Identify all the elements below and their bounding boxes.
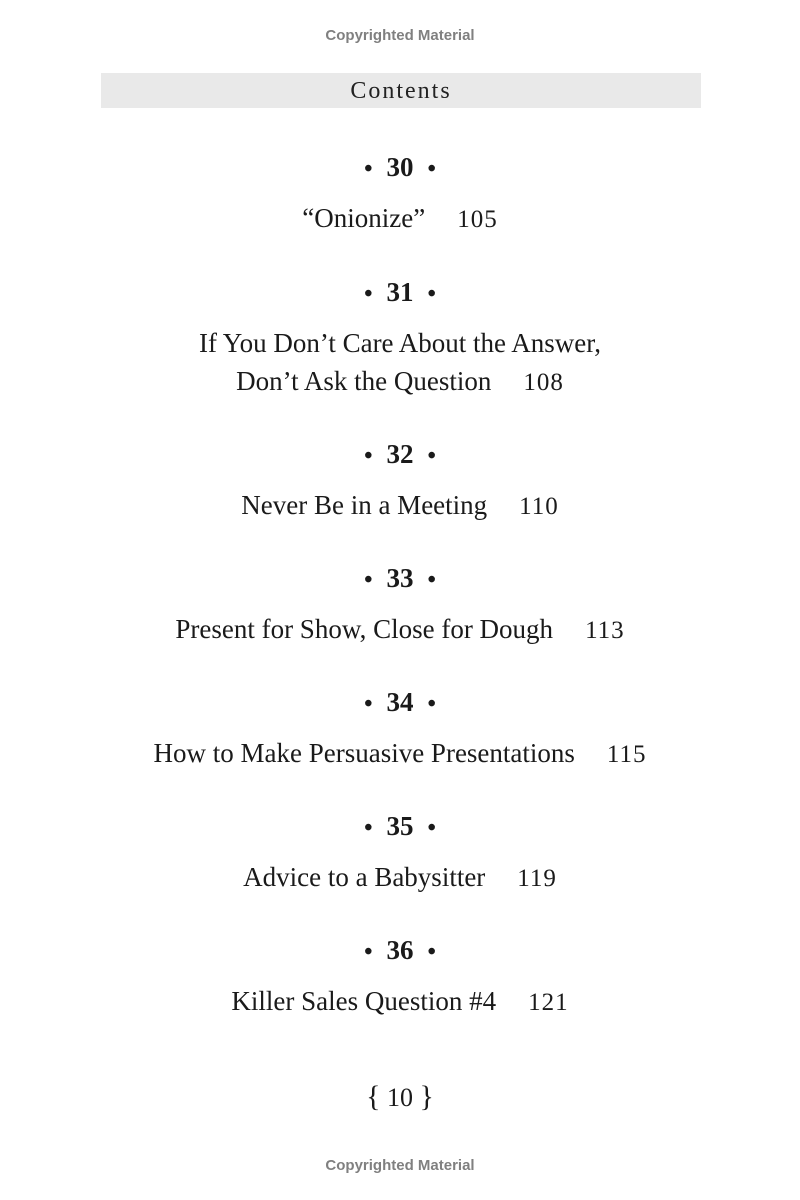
contents-title: Contents xyxy=(350,78,452,104)
chapter-number xyxy=(0,150,800,184)
chapter-title-text-line1: If You Don’t Care About the Answer, xyxy=(199,328,601,358)
bullet-icon: • xyxy=(427,691,436,717)
copyright-watermark-bottom: Copyrighted Material xyxy=(325,1157,475,1174)
bullet-icon: • xyxy=(427,939,436,965)
chapter-title[interactable] xyxy=(0,486,800,526)
bullet-icon: • xyxy=(427,567,436,593)
bullet-icon: • xyxy=(364,939,373,965)
bullet-icon: • xyxy=(427,156,436,182)
toc-entry xyxy=(0,933,800,1022)
chapter-number xyxy=(0,275,800,309)
chapter-number-value: 30 xyxy=(386,152,414,182)
toc-entry xyxy=(0,150,800,239)
chapter-title[interactable] xyxy=(0,858,800,898)
page-folio xyxy=(0,1080,800,1114)
toc-entry xyxy=(0,275,800,402)
close-brace: } xyxy=(419,1080,434,1113)
chapter-number xyxy=(0,933,800,967)
bullet-icon: • xyxy=(364,443,373,469)
chapter-title-text: Advice to a Babysitter xyxy=(243,862,486,892)
chapter-number-value: 34 xyxy=(386,687,414,717)
toc-entry xyxy=(0,685,800,774)
page-number: 119 xyxy=(517,865,557,892)
toc-entry xyxy=(0,561,800,650)
chapter-number-value: 32 xyxy=(386,439,414,469)
chapter-number-value: 33 xyxy=(386,563,414,593)
chapter-title[interactable] xyxy=(0,199,800,239)
page-number: 108 xyxy=(523,369,564,396)
chapter-title[interactable] xyxy=(0,734,800,774)
page-number: 105 xyxy=(457,206,498,233)
bullet-icon: • xyxy=(427,281,436,307)
chapter-title-text: How to Make Persuasive Presentations xyxy=(153,738,575,768)
copyright-watermark-top: Copyrighted Material xyxy=(325,27,475,44)
page-number: 113 xyxy=(585,617,625,644)
bullet-icon: • xyxy=(427,815,436,841)
bullet-icon: • xyxy=(364,815,373,841)
toc-entry xyxy=(0,809,800,898)
bullet-icon: • xyxy=(427,443,436,469)
open-brace: { xyxy=(366,1080,381,1113)
page-number: 110 xyxy=(519,493,559,520)
bullet-icon: • xyxy=(364,691,373,717)
chapter-title-text: Present for Show, Close for Dough xyxy=(175,614,554,644)
page-number: 121 xyxy=(528,989,569,1016)
bullet-icon: • xyxy=(364,567,373,593)
chapter-title-text: “Onionize” xyxy=(302,203,426,233)
chapter-title[interactable] xyxy=(0,324,800,402)
chapter-number-value: 35 xyxy=(386,811,414,841)
folio-page-number: 10 xyxy=(387,1083,413,1112)
chapter-number-value: 36 xyxy=(386,935,414,965)
bullet-icon: • xyxy=(364,281,373,307)
chapter-number xyxy=(0,809,800,843)
toc-entry xyxy=(0,437,800,526)
bullet-icon: • xyxy=(364,156,373,182)
contents-heading xyxy=(101,73,701,108)
chapter-number xyxy=(0,685,800,719)
chapter-number xyxy=(0,437,800,471)
chapter-number-value: 31 xyxy=(386,277,414,307)
chapter-title-text-line2: Don’t Ask the Question xyxy=(236,366,492,396)
chapter-title-text: Never Be in a Meeting xyxy=(241,490,488,520)
chapter-title[interactable] xyxy=(0,610,800,650)
chapter-number xyxy=(0,561,800,595)
page-number: 115 xyxy=(606,741,647,768)
chapter-title-text: Killer Sales Question #4 xyxy=(231,986,497,1016)
chapter-title[interactable] xyxy=(0,982,800,1022)
